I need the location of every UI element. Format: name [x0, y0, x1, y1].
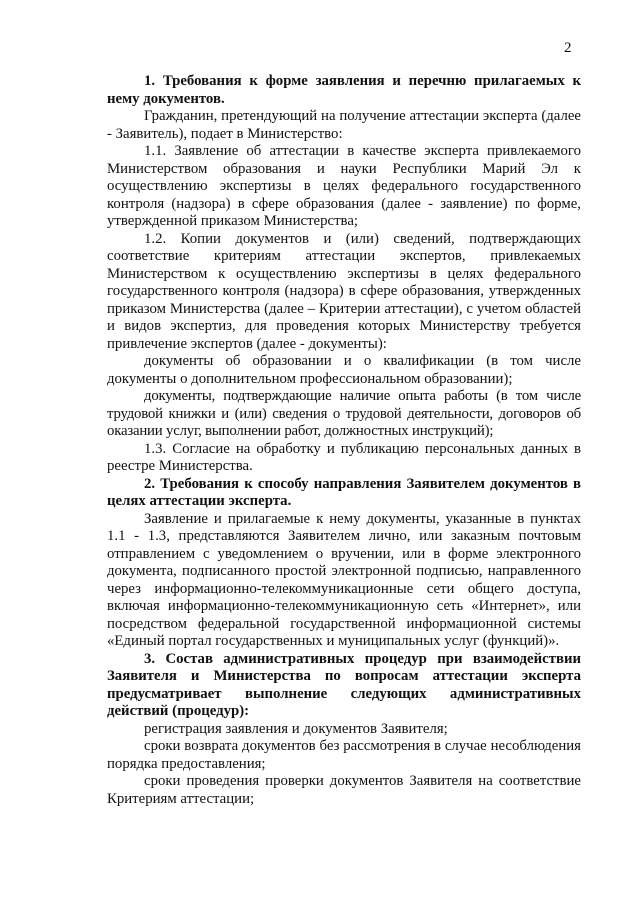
- item-1-1: 1.1. Заявление об аттестации в качестве эксперта привлекаемого Министерством образования и науки Республики Марий Эл к осуществлению экспертизы в целях федерального государственного контроля (надзора) в сфере образования (далее - заявление) по форме, утвержденной приказом Министерства;: [107, 143, 581, 229]
- document-body: [107, 73, 581, 808]
- item-1-2: 1.2. Копии документов и (или) сведений, подтверждающих соответствие критериям аттестации экспертов, привлекаемых Министерством к осуществлению экспертизы в целях федерального государственного контроля (надзора) в сфере образования, утвержденных приказом Министерства (далее – Критерии аттестации), с учетом областей и видов экспертиз, для проведения которых Министерству требуется привлечение экспертов (далее - документы):: [107, 230, 581, 352]
- procedure-check-deadline: сроки проведения проверки документов Заявителя на соответствие Критериям аттестации;: [107, 773, 581, 807]
- page-number: 2: [564, 40, 572, 56]
- procedure-registration: регистрация заявления и документов Заявителя;: [144, 720, 448, 737]
- procedure-return-deadline: сроки возврата документов без рассмотрения в случае несоблюдения порядка предоставления;: [107, 738, 581, 772]
- section-2-heading: 2. Требования к способу направления Заявителем документов в целях аттестации эксперта.: [107, 475, 581, 509]
- section-1-heading: 1. Требования к форме заявления и перечню прилагаемых к нему документов.: [107, 73, 581, 107]
- docs-experience: документы, подтверждающие наличие опыта работы (в том числе трудовой книжки и (или) сведения о трудовой деятельности, договоров об оказании услуг, выполнении работ, должностных инструкций);: [107, 388, 581, 439]
- section-3-heading: 3. Состав административных процедур при взаимодействии Заявителя и Министерства по вопросам аттестации эксперта предусматривает выполнение следующих административных действий (процедур):: [107, 650, 581, 719]
- section-2-text: Заявление и прилагаемые к нему документы, указанные в пунктах 1.1 - 1.3, представляются Заявителем лично, или заказным почтовым отправлением с уведомлением о вручении, или в форме электронного документа, подписанного простой электронной подписью, направленного через информационно-телекоммуникационные сети общего доступа, включая информационно-телекоммуникационную сеть «Интернет», или посредством федеральной государственной информационной системы «Единый портал государственных и муниципальных услуг (функций)».: [107, 510, 581, 649]
- section-1-intro: Гражданин, претендующий на получение аттестации эксперта (далее - Заявитель), подает в Министерство:: [107, 108, 581, 142]
- docs-education: документы об образовании и о квалификации (в том числе документы о дополнительном профессиональном образовании);: [107, 353, 581, 387]
- item-1-3: 1.3. Согласие на обработку и публикацию персональных данных в реестре Министерства.: [107, 440, 581, 474]
